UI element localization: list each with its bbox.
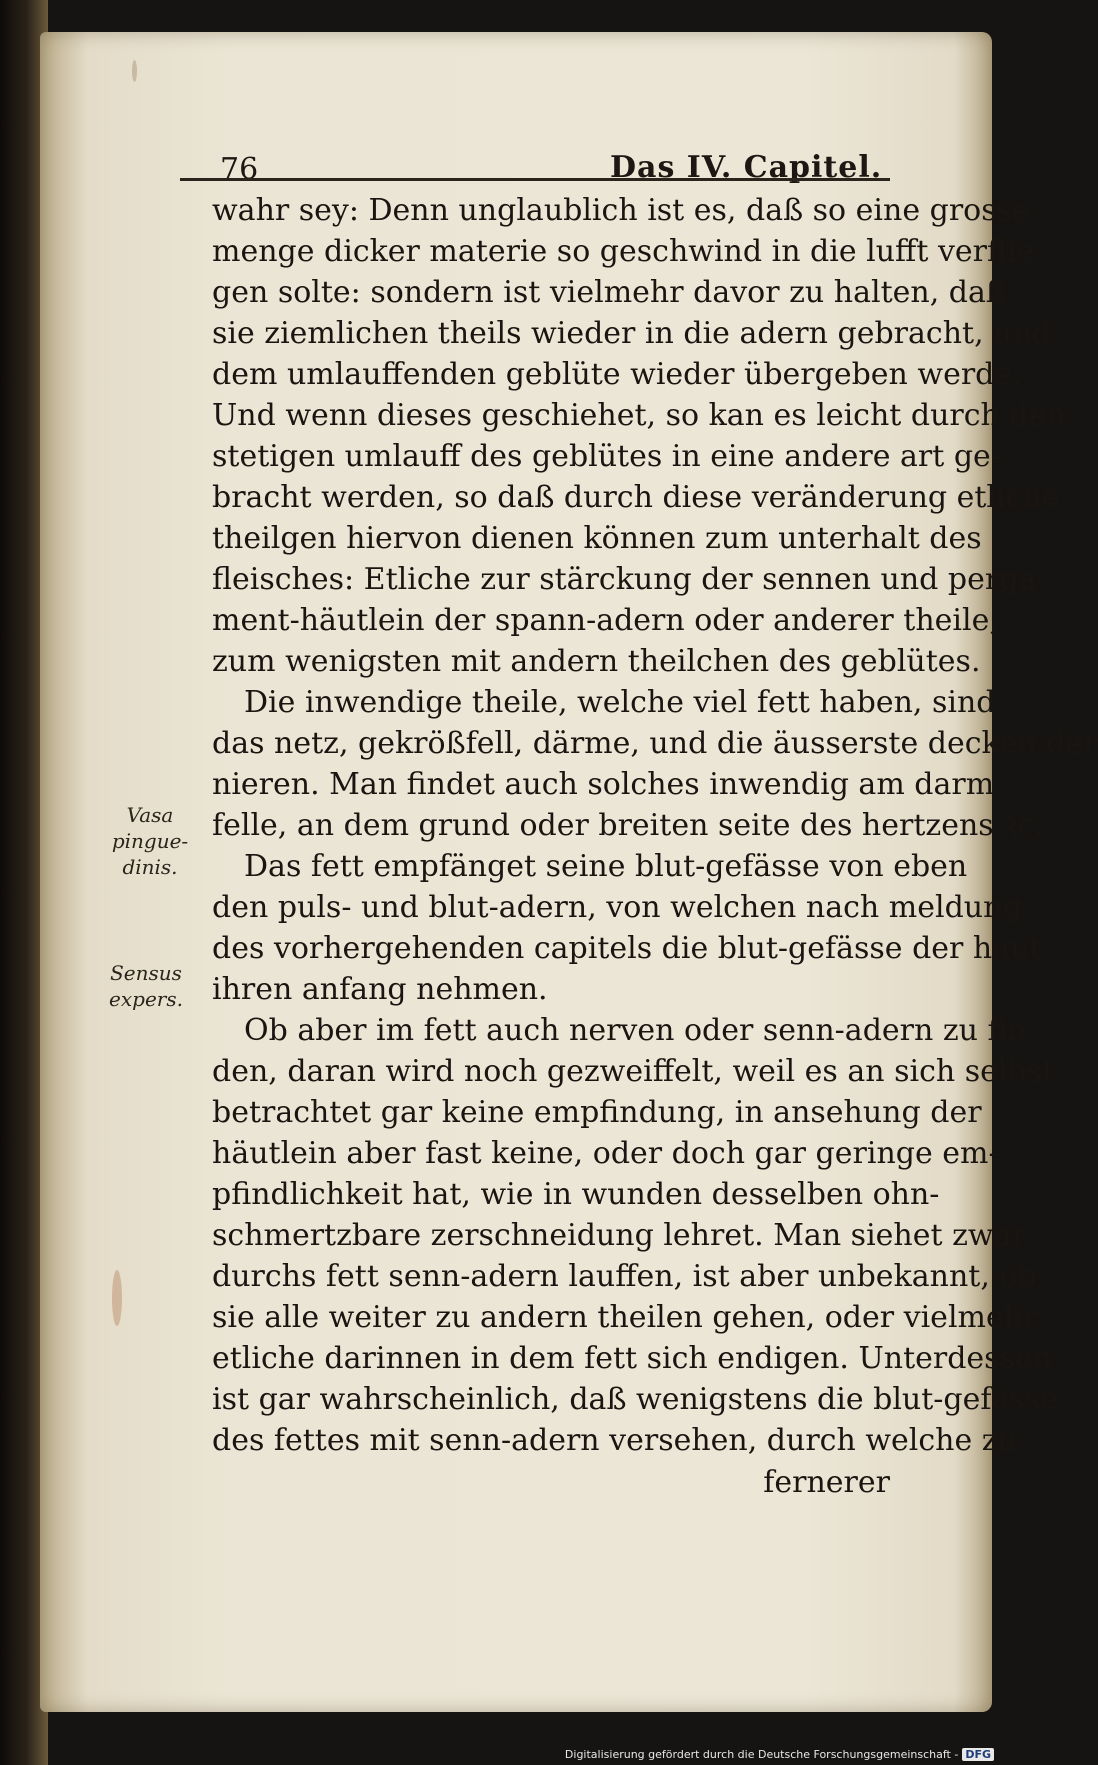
text-line: menge dicker materie so geschwind in die lufft verflie-: [212, 234, 1045, 269]
paper-stain: [132, 60, 137, 82]
text-line: das netz, gekrößfell, därme, und die äusserste decken der: [212, 726, 1098, 761]
margin-note-vasa: [100, 802, 200, 880]
text-line: theilgen hiervon dienen können zum unterhalt des: [212, 521, 982, 556]
text-line: felle, an dem grund oder breiten seite des hertzens ꝛc.: [212, 808, 1044, 843]
text-line: ihren anfang nehmen.: [212, 972, 548, 1007]
margin-note-line: Vasa: [126, 803, 174, 827]
text-line: dem umlauffenden geblüte wieder übergeben werde.: [212, 357, 1022, 392]
text-line: Das fett empfänget seine blut-gefässe von eben: [244, 849, 968, 884]
text-line: stetigen umlauff des geblütes in eine andere art ge-: [212, 439, 1001, 474]
margin-note-line: pingue-: [111, 829, 189, 853]
dfg-logo-icon: DFG: [962, 1748, 994, 1761]
text-line: sie ziemlichen theils wieder in die adern gebracht, und: [212, 316, 1051, 351]
running-head: [170, 118, 890, 187]
text-line: den puls- und blut-adern, von welchen nach meldung: [212, 890, 1022, 925]
text-line: häutlein aber fast keine, oder doch gar geringe em-: [212, 1136, 999, 1171]
text-line: Ob aber im fett auch nerven oder senn-adern zu fin-: [244, 1013, 1037, 1048]
margin-note-line: dinis.: [122, 855, 178, 879]
header-rule: [180, 178, 890, 181]
text-line: des fettes mit senn-adern versehen, durch welche zu: [212, 1423, 1017, 1458]
text-line: bracht werden, so daß durch diese veränderung etliche: [212, 480, 1060, 515]
paper-stain: [112, 1270, 122, 1326]
text-line: zum wenigsten mit andern theilchen des geblütes.: [212, 644, 981, 679]
text-line: sie alle weiter zu andern theilen gehen, oder vielmehr: [212, 1300, 1038, 1335]
text-line: Die inwendige theile, welche viel fett haben, sind: [244, 685, 996, 720]
text-line: ist gar wahrscheinlich, daß wenigstens die blut-gefässe: [212, 1382, 1058, 1417]
catchword: fernerer: [763, 1465, 890, 1500]
margin-note-line: expers.: [109, 987, 183, 1011]
text-line: ment-häutlein der spann-adern oder anderer theile,: [212, 603, 999, 638]
text-line: fleisches: Etliche zur stärckung der sennen und perga-: [212, 562, 1047, 597]
text-line: wahr sey: Denn unglaublich ist es, daß so eine grosse: [212, 193, 1030, 228]
text-line: durchs fett senn-adern lauffen, ist aber unbekannt, ob: [212, 1259, 1037, 1294]
text-line: Und wenn dieses geschiehet, so kan es leicht durch den: [212, 398, 1066, 433]
digitization-footer: [565, 1748, 994, 1761]
margin-note-line: Sensus: [110, 961, 182, 985]
text-line: des vorhergehenden capitels die blut-gefässe der haut: [212, 931, 1042, 966]
text-line: gen solte: sondern ist vielmehr davor zu halten, daß: [212, 275, 1006, 310]
page-number: 76: [220, 152, 259, 187]
text-line: pfindlichkeit hat, wie in wunden desselben ohn-: [212, 1177, 940, 1212]
text-line: nieren. Man findet auch solches inwendig am darm-: [212, 767, 1005, 802]
margin-note-sensus: [96, 960, 196, 1012]
text-line: etliche darinnen in dem fett sich endigen. Unterdessen: [212, 1341, 1053, 1376]
chapter-title: Das IV. Capitel.: [610, 150, 883, 185]
footer-text: Digitalisierung gefördert durch die Deutsche Forschungsgemeinschaft -: [564, 1748, 959, 1761]
catchword-block: [212, 1462, 890, 1503]
body-text: [212, 190, 1098, 1461]
text-line: betrachtet gar keine empfindung, in ansehung der: [212, 1095, 982, 1130]
text-line: schmertzbare zerschneidung lehret. Man siehet zwar: [212, 1218, 1026, 1253]
text-line: den, daran wird noch gezweiffelt, weil es an sich selbst: [212, 1054, 1055, 1089]
